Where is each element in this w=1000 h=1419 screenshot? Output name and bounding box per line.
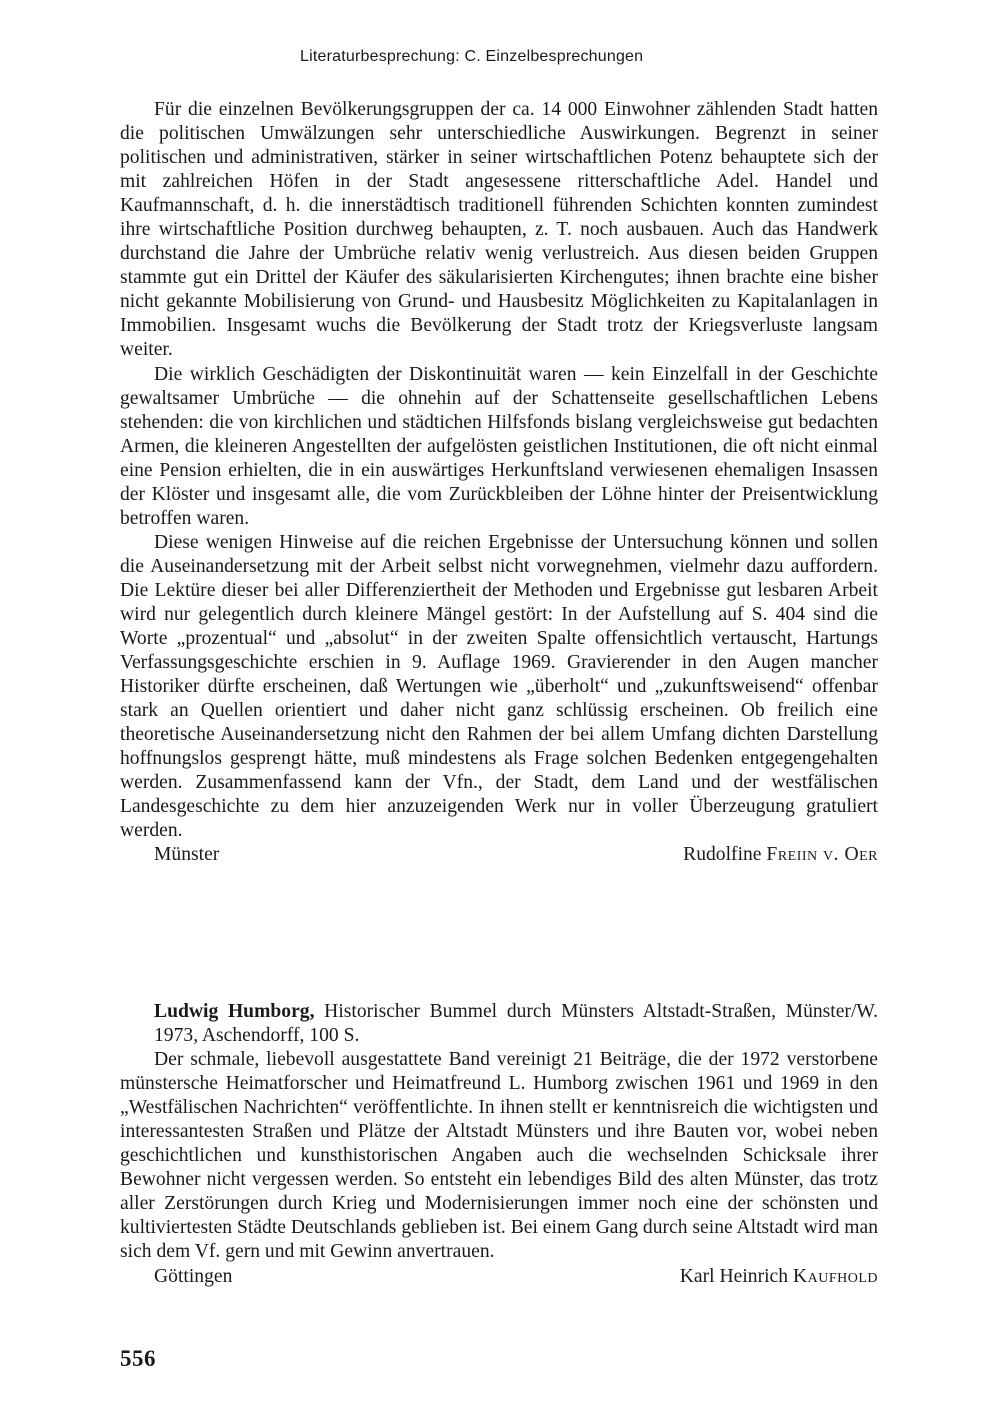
review-1-reviewer: [683, 843, 878, 867]
review-2-signature: [120, 1265, 878, 1289]
review-1-reviewer-last: Freiin v. Oer: [766, 844, 878, 866]
review-1-paragraph-2: Die wirklich Geschädigten der Diskontinuität waren — kein Einzelfall in der Geschichte gewaltsamer Umbrüche — die ohnehin auf der Schattenseite gesellschaftlichen Lebens stehenden: die von kirchlichen und städtichen Hilfsfonds bislang vergleichsweise gut bedachten Armen, die kleineren Angestellten der aufgelösten geistlichen Institutionen, die oft nicht einmal eine Pension erhielten, die in ein auswärtiges Herkunftsland verwiesenen ehemaligen Insassen der Klöster und insgesamt alle, die vom Zurückbleiben der Löhne hinter der Preisentwicklung betroffen waren.: [120, 363, 878, 529]
review-2: [120, 1000, 878, 1289]
review-2-reviewer-last: Kaufhold: [792, 1265, 878, 1287]
review-1-place: Münster: [154, 844, 220, 866]
review-2-reviewer: [680, 1265, 878, 1289]
page-number: 556: [120, 1346, 156, 1371]
review-2-book-citation: Historischer Bummel durch Münsters Altstadt-Straßen, Münster/W. 1973, Aschendorff, 100 S.: [154, 1001, 878, 1047]
running-head: Literaturbesprechung: C. Einzelbesprechungen: [300, 48, 644, 65]
review-1-signature: [120, 843, 878, 867]
review-2-book-author: Ludwig Humborg,: [154, 1001, 315, 1022]
review-2-book-heading: [154, 1000, 878, 1048]
review-2-place: Göttingen: [154, 1265, 233, 1287]
review-1: [120, 98, 878, 868]
review-2-paragraph-1: Der schmale, liebevoll ausgestattete Band vereinigt 21 Beiträge, die der 1972 verstorbene münstersche Heimatforscher und Heimatfreund L. Humborg zwischen 1961 und 1969 in den „Westfälischen Nachrichten“ veröffentlichte. In ihnen stellt er kenntnisreich die wichtigsten und interessantesten Straßen und Plätze der Altstadt Münsters und ihre Bauten vor, wobei neben geschichtlichen und kunsthistorischen Angaben auch die wechselnden Schicksale ihrer Bewohner nicht vergessen werden. So entsteht ein lebendiges Bild des alten Münster, das trotz aller Zerstörungen durch Krieg und Modernisierungen immer noch eine der schönsten und kultiviertesten Städte Deutschlands geblieben ist. Bei einem Gang durch seine Altstadt wird man sich dem Vf. gern und mit Gewinn anvertrauen.: [120, 1049, 878, 1263]
review-1-reviewer-first: Rudolfine: [683, 844, 762, 866]
review-2-reviewer-first: Karl Heinrich: [679, 1265, 789, 1287]
review-1-paragraph-3: Diese wenigen Hinweise auf die reichen Ergebnisse der Untersuchung können und sollen die Auseinandersetzung mit der Arbeit selbst nicht vorwegnehmen, vielmehr dazu auffordern. Die Lektüre dieser bei aller Differenziertheit der Methoden und Ergebnisse gut lesbaren Arbeit wird nur gelegentlich durch kleinere Mängel gestört: In der Aufstellung auf S. 404 sind die Worte „prozentual“ und „absolut“ in der zweiten Spalte offensichtlich vertauscht, Hartungs Verfassungsgeschichte erschien in 9. Auflage 1969. Gravierender in den Augen mancher Historiker dürfte erscheinen, daß Wertungen wie „überholt“ und „zukunftsweisend“ offenbar stark an Quellen orientiert und daher nicht ganz schlüssig erscheinen. Ob freilich eine theoretische Auseinandersetzung nicht den Rahmen der bei allem Umfang dichten Darstellung hoffnungslos gesprengt hätte, muß mindestens als Frage solchen Bedenken entgegengehalten werden. Zusammenfassend kann der Vfn., der Stadt, dem Land und der westfälischen Landesgeschichte zu dem hier anzuzeigenden Werk nur in voller Überzeugung gratuliert werden.: [120, 531, 878, 842]
review-1-paragraph-1: Für die einzelnen Bevölkerungsgruppen der ca. 14 000 Einwohner zählenden Stadt hatten die politischen Umwälzungen sehr unterschiedliche Auswirkungen. Begrenzt in seiner politischen und administrativen, stärker in seiner wirtschaftlichen Potenz behauptete sich der mit zahlreichen Höfen in der Stadt angesessene ritterschaftliche Adel. Handel und Kaufmannschaft, d. h. die innerstädtisch traditionell führenden Schichten konnten zumindest ihre wirtschaftliche Position durchweg behaupten, z. T. noch ausbauen. Auch das Handwerk durchstand die Jahre der Umbrüche relativ wenig verlustreich. Aus diesen beiden Gruppen stammte gut ein Drittel der Käufer des säkularisierten Kirchengutes; ihnen brachte eine bisher nicht gekannte Mobilisierung von Grund- und Hausbesitz Möglichkeiten zu Kapitalanlagen in Immobilien. Insgesamt wuchs die Bevölkerung der Stadt trotz der Kriegsverluste langsam weiter.: [120, 99, 878, 361]
